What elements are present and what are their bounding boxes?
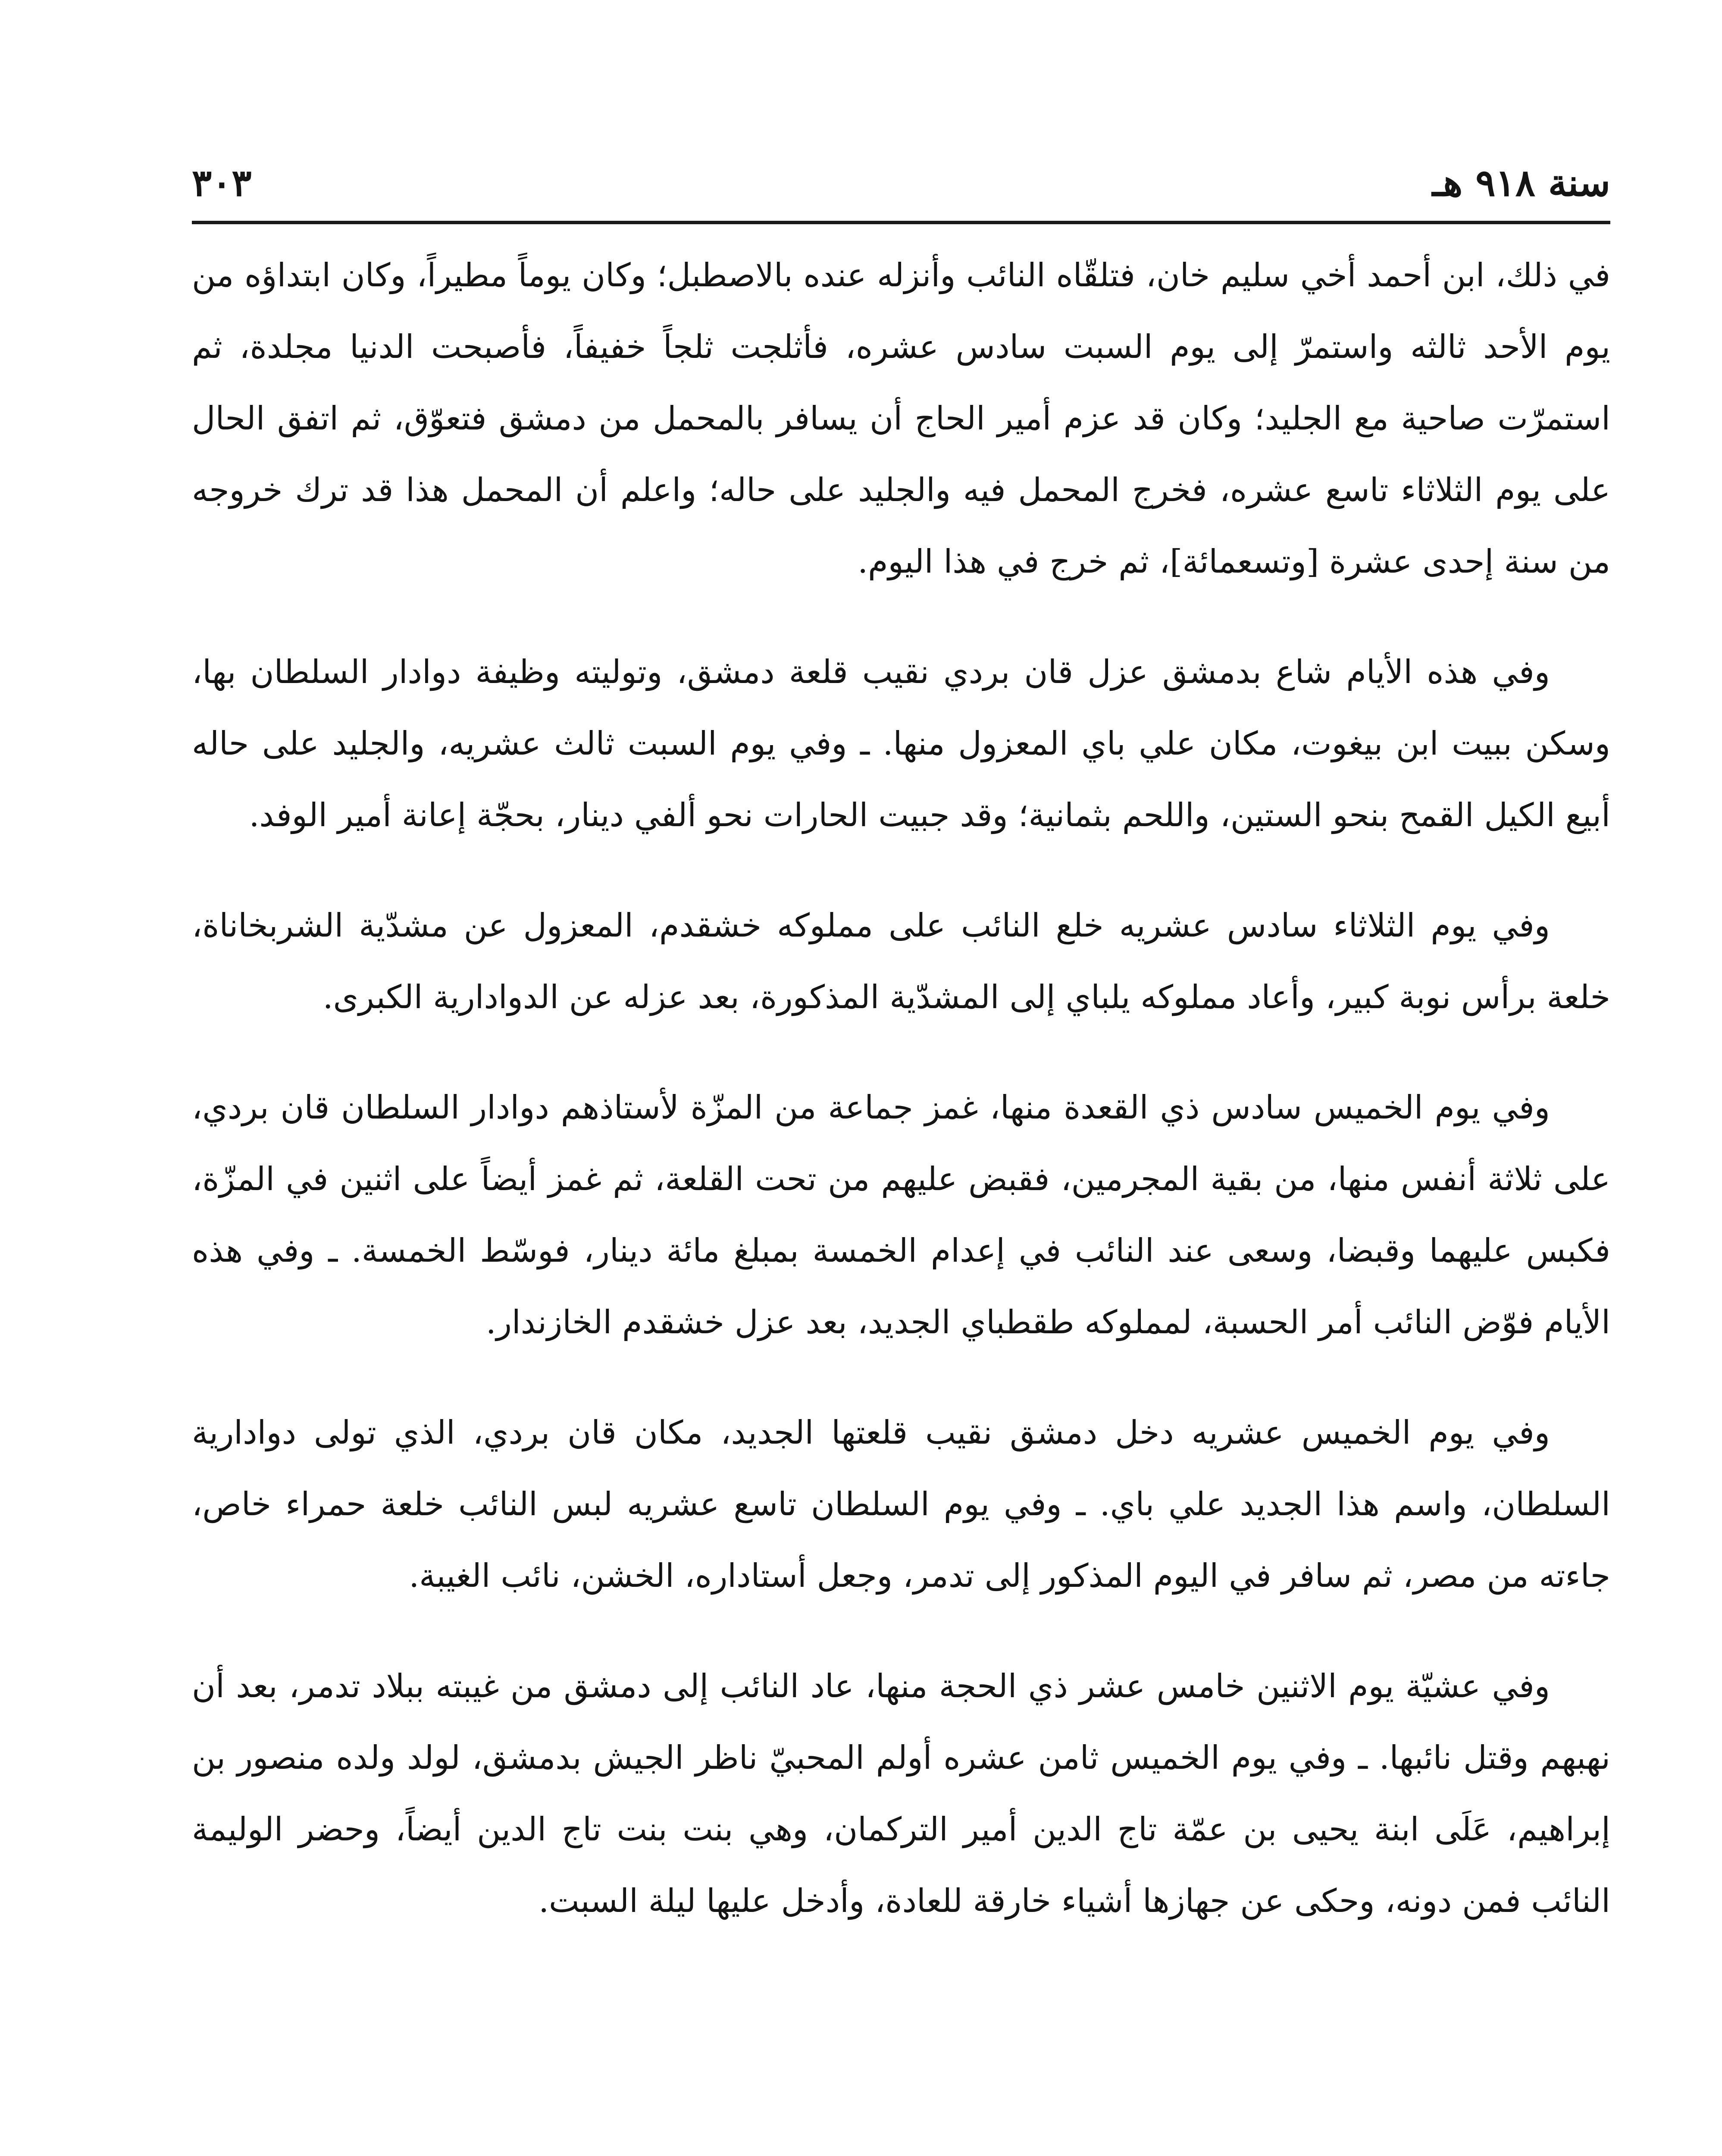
year-heading: سنة ٩١٨ هـ: [1432, 161, 1610, 205]
header-rule: [192, 221, 1610, 224]
running-header: [192, 151, 1610, 216]
book-page: [192, 0, 1610, 2156]
paragraph-2: وفي هذه الأيام شاع بدمشق عزل قان بردي نقيب قلعة دمشق، وتوليته وظيفة دوادار السلطان بها، وسكن ببيت ابن بيغوت، مكان علي باي المعزول منها. ـ وفي يوم السبت ثالث عشريه، والجليد على حاله أبيع الكيل القمح بنحو الستين، واللحم بثمانية؛ وقد جبيت الحارات نحو ألفي دينار، بحجّة إعانة أمير الوفد.: [192, 653, 1610, 834]
paragraph-6: وفي عشيّة يوم الاثنين خامس عشر ذي الحجة منها، عاد النائب إلى دمشق من غيبته ببلاد تدمر، بعد أن نهبهم وقتل نائبها. ـ وفي يوم الخميس ثامن عشره أولم المحبيّ ناظر الجيش بدمشق، لولد ولده منصور بن إبراهيم، عَلَى ابنة يحيى بن عمّة تاج الدين أمير التركمان، وهي بنت بنت تاج الدين أيضاً، وحضر الوليمة النائب فمن دونه، وحكى عن جهازها أشياء خارقة للعادة، وأدخل عليها ليلة السبت.: [192, 1667, 1610, 1920]
paragraph-4: وفي يوم الخميس سادس ذي القعدة منها، غمز جماعة من المزّة لأستاذهم دوادار السلطان قان بردي، على ثلاثة أنفس منها، من بقية المجرمين، فقبض عليهم من تحت القلعة، ثم غمز أيضاً على اثنين في المزّة، فكبس عليهما وقبضا، وسعى عند النائب في إعدام الخمسة بمبلغ مائة دينار، فوسّط الخمسة. ـ وفي هذه الأيام فوّض النائب أمر الحسبة، لمملوكه طقطباي الجديد، بعد عزل خشقدم الخازندار.: [192, 1088, 1610, 1341]
page-number: ٣٠٣: [192, 161, 252, 205]
body-text: [192, 239, 1610, 1975]
paragraph-1: في ذلك، ابن أحمد أخي سليم خان، فتلقّاه النائب وأنزله عنده بالاصطبل؛ وكان يوماً مطيراً، وكان ابتداؤه من يوم الأحد ثالثه واستمرّ إلى يوم السبت سادس عشره، فأثلجت ثلجاً خفيفاً، فأصبحت الدنيا مجلدة، ثم استمرّت صاحية مع الجليد؛ وكان قد عزم أمير الحاج أن يسافر بالمحمل من دمشق فتعوّق، ثم اتفق الحال على يوم الثلاثاء تاسع عشره، فخرج المحمل فيه والجليد على حاله؛ واعلم أن المحمل هذا قد ترك خروجه من سنة إحدى عشرة [وتسعمائة]، ثم خرج في هذا اليوم.: [192, 256, 1610, 580]
paragraph-5: وفي يوم الخميس عشريه دخل دمشق نقيب قلعتها الجديد، مكان قان بردي، الذي تولى دوادارية السلطان، واسم هذا الجديد علي باي. ـ وفي يوم السلطان تاسع عشريه لبس النائب خلعة حمراء خاص، جاءته من مصر، ثم سافر في اليوم المذكور إلى تدمر، وجعل أستاداره، الخشن، نائب الغيبة.: [192, 1413, 1610, 1595]
paragraph-3: وفي يوم الثلاثاء سادس عشريه خلع النائب على مملوكه خشقدم، المعزول عن مشدّية الشربخاناة، خلعة برأس نوبة كبير، وأعاد مملوكه يلباي إلى المشدّية المذكورة، بعد عزله عن الدوادارية الكبرى.: [192, 906, 1610, 1016]
